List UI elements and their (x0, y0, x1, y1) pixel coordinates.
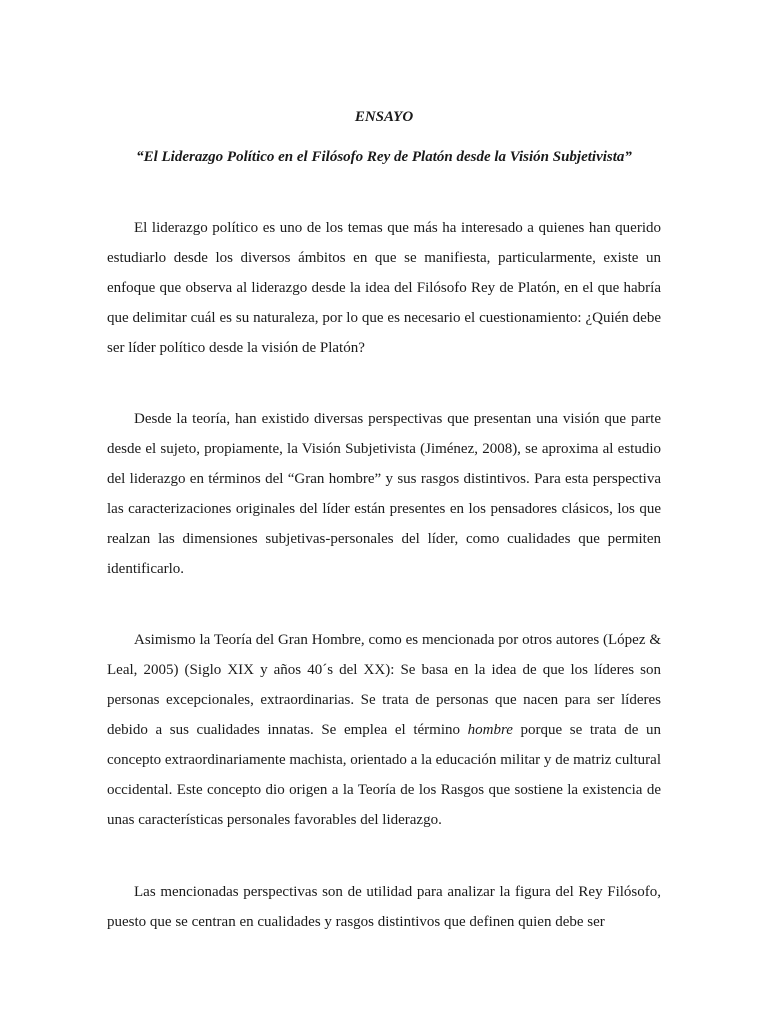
paragraph-3-text-after: porque se trata de un concepto extraordinariamente machista, orientado a la educación militar y de matriz cultural occidental. Este concepto dio origen a la Teoría de los Rasgos que sostiene la existencia de unas características personales favorables del liderazgo. (107, 722, 661, 828)
document-title: “El Liderazgo Político en el Filósofo Rey de Platón desde la Visión Subjetivista” (136, 149, 632, 165)
document-heading: ENSAYO (354, 109, 414, 125)
paragraph-4: Las mencionadas perspectivas son de utilidad para analizar la figura del Rey Filósofo, puesto que se centran en cualidades y rasgos distintivos que definen quien debe ser (107, 884, 661, 930)
paragraph-2: Desde la teoría, han existido diversas perspectivas que presentan una visión que parte desde el sujeto, propiamente, la Visión Subjetivista (Jiménez, 2008), se aproxima al estudio del liderazgo en términos del “Gran hombre” y sus rasgos distintivos. Para esta perspectiva las caracterizaciones originales del líder están presentes en los pensadores clásicos, los que realzan las dimensiones subjetivas-personales del líder, como cualidades que permiten identificarlo. (107, 411, 661, 577)
paragraph-3-emphasis: hombre (467, 722, 513, 738)
paragraph-3-text-before: Asimismo la Teoría del Gran Hombre, como es mencionada por otros autores (López & Leal, 2005) (Siglo XIX y años 40´s del XX): Se basa en la idea de que los líderes son personas excepcionales, extraordinarias. Se trata de personas que nacen para ser líderes debido a sus cualidades innatas. Se emplea el término (107, 632, 661, 738)
paragraph-1: El liderazgo político es uno de los temas que más ha interesado a quienes han querido estudiarlo desde los diversos ámbitos en que se manifiesta, particularmente, existe un enfoque que observa al liderazgo desde la idea del Filósofo Rey de Platón, en el que habría que delimitar cuál es su naturaleza, por lo que es necesario el cuestionamiento: ¿Quién debe ser líder político desde la visión de Platón? (107, 220, 661, 356)
paragraph-3 (107, 625, 661, 835)
